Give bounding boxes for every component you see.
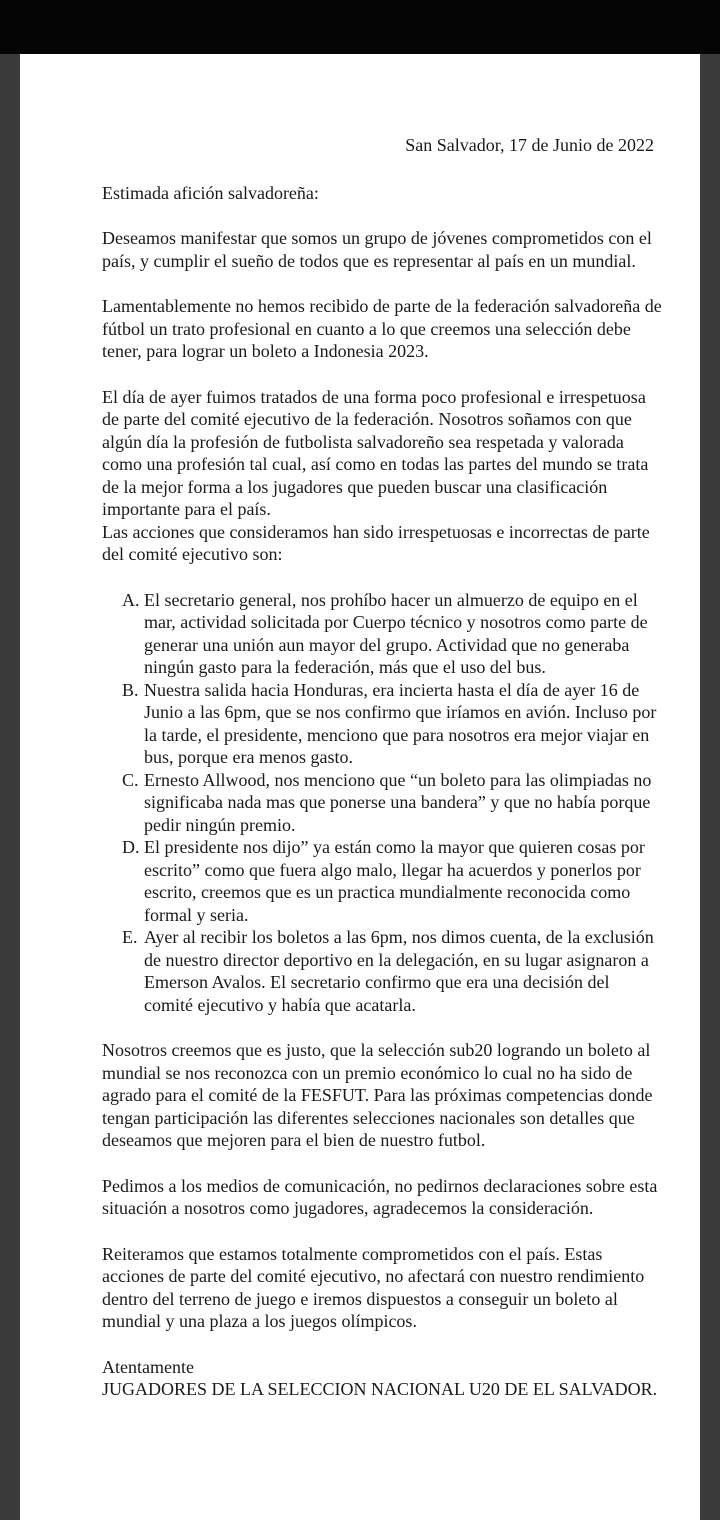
paragraph: Las acciones que consideramos han sido irrespetuosas e incorrectas de parte del comité ejecutivo son: <box>102 521 650 564</box>
list-item-text: El secretario general, nos prohíbo hacer un almuerzo de equipo en el mar, actividad solicitada por Cuerpo técnico y nosotros como parte de generar una unión aun mayor del grupo. Actividad que no generaba ningún gasto para la federación, más que el uso del bus. <box>144 589 648 677</box>
paragraph: Pedimos a los medios de comunicación, no pedirnos declaraciones sobre esta situación a nosotros como jugadores, agradecemos la consideración. <box>102 1175 658 1218</box>
paragraph: Nosotros creemos que es justo, que la selección sub20 logrando un boleto al mundial se nos reconozca con un premio económico lo cual no ha sido de agrado para el comité de la FESFUT. Para las próximas competencias donde tengan participación las diferentes selecciones nacionales son detalles que deseamos que mejoren para el bien de nuestro futbol. <box>102 1040 653 1150</box>
list-item <box>102 926 662 1016</box>
paragraph: Lamentablemente no hemos recibido de parte de la federación salvadoreña de fútbol un trato profesional en cuanto a lo que creemos una selección debe tener, para lograr un boleto a Indonesia 2023. <box>102 296 662 361</box>
letter-body <box>102 134 662 1401</box>
list-item <box>102 589 662 679</box>
document-page <box>20 54 700 1520</box>
list-marker: B. <box>122 679 139 700</box>
list-marker: E. <box>122 927 138 947</box>
list-marker: A. <box>122 589 140 610</box>
letter-salutation: Estimada afición salvadoreña: <box>102 182 319 203</box>
list-item-text: Ernesto Allwood, nos menciono que “un boleto para las olimpiadas no significaba nada mas que ponerse una bandera” y que no había porque pedir ningún premio. <box>144 769 652 835</box>
signature: JUGADORES DE LA SELECCION NACIONAL U20 DE EL SALVADOR. <box>102 1379 658 1399</box>
letter-date: San Salvador, 17 de Junio de 2022 <box>405 135 654 155</box>
closing-line: Atentamente <box>102 1356 194 1377</box>
list-item-text: Nuestra salida hacia Honduras, era incierta hasta el día de ayer 16 de Junio a las 6pm, que se nos confirmo que iríamos en avión. Incluso por la tarde, el presidente, menciono que para nosotros era mejor viajar en bus, porque era menos gasto. <box>144 679 657 767</box>
paragraph: Deseamos manifestar que somos un grupo de jóvenes comprometidos con el país, y cumplir el sueño de todos que es representar al país en un mundial. <box>102 228 652 271</box>
paragraph: Reiteramos que estamos totalmente comprometidos con el país. Estas acciones de parte del comité ejecutivo, no afectará con nuestro rendimiento dentro del terreno de juego e iremos dispuestos a conseguir un boleto al mundial y una plaza a los juegos olímpicos. <box>102 1243 645 1331</box>
list-item-text: El presidente nos dijo” ya están como la mayor que quieren cosas por escrito” como que fuera algo malo, llegar ha acuerdos y ponerlos por escrito, creemos que es un practica mundialmente reconocida como formal y seria. <box>144 837 645 925</box>
list-marker: D. <box>122 837 140 857</box>
top-bar <box>0 0 720 54</box>
list-item <box>102 836 662 926</box>
list-marker: C. <box>122 769 139 790</box>
list-item <box>102 769 662 837</box>
grievance-list <box>102 589 662 1017</box>
list-item-text: Ayer al recibir los boletos a las 6pm, nos dimos cuenta, de la exclusión de nuestro director deportivo en la delegación, en su lugar asignaron a Emerson Avalos. El secretario confirmo que era una decisión del comité ejecutivo y había que acatarla. <box>144 927 654 1015</box>
paragraph: El día de ayer fuimos tratados de una forma poco profesional e irrespetuosa de parte del comité ejecutivo de la federación. Nosotros soñamos con que algún día la profesión de futbolista salvadoreño sea respetada y valorada como una profesión tal cual, así como en todas las partes del mundo se trata de la mejor forma a los jugadores que pueden buscar una clasificación importante para el país. <box>102 386 649 519</box>
list-item <box>102 679 662 769</box>
